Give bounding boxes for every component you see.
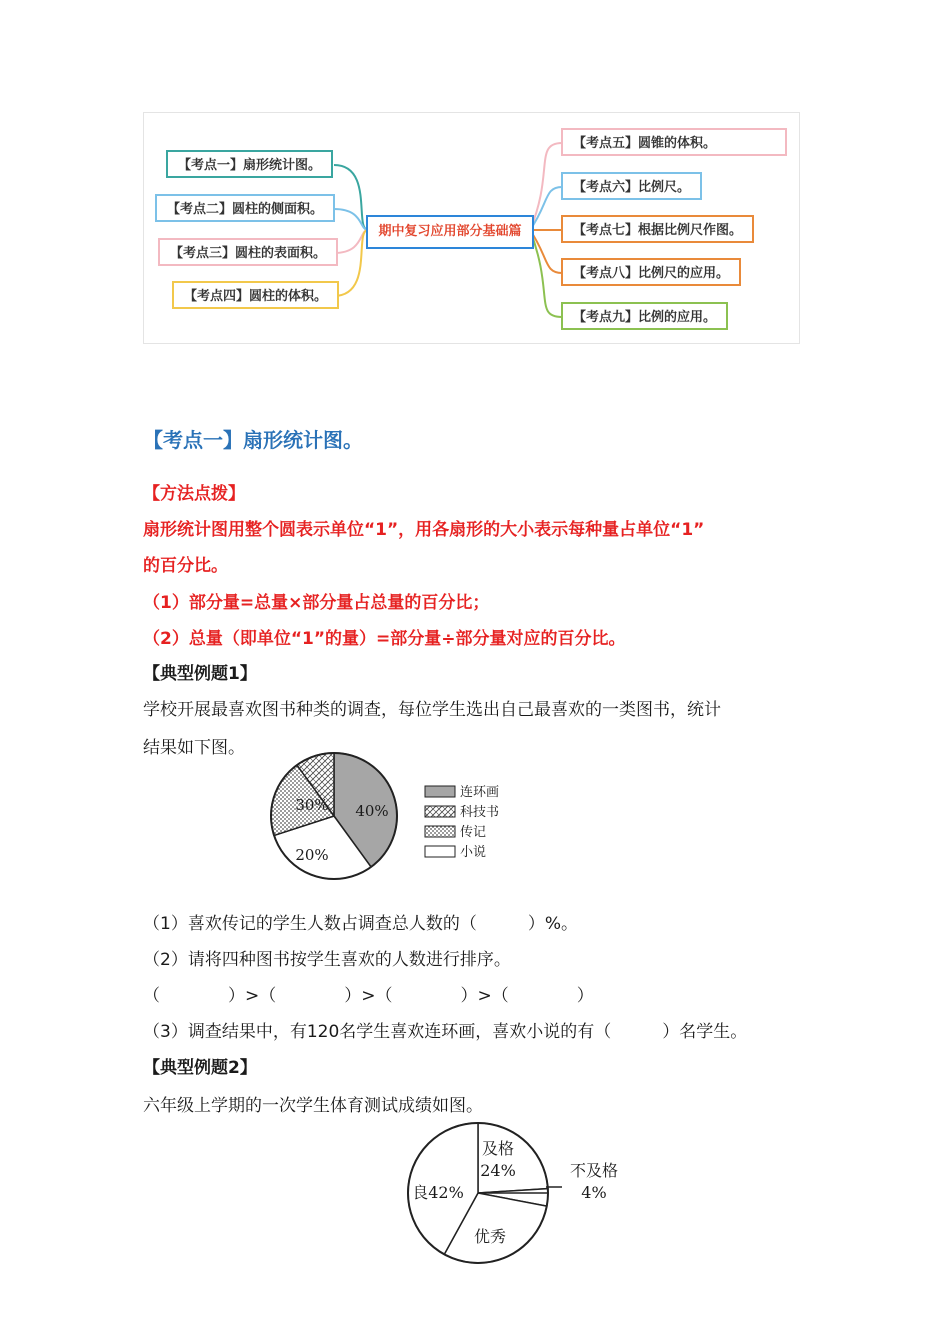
example1-question-2-blanks: （ ）>（ ）>（ ）>（ ）: [143, 986, 594, 1006]
pie2-label-good: 良42%: [412, 1183, 464, 1202]
method-title: 【方法点拨】: [143, 484, 245, 504]
mindmap-center-node: 期中复习应用部分基础篇: [366, 215, 534, 249]
legend-swatch-novel: [425, 846, 455, 857]
legend-swatch-comic: [425, 786, 455, 797]
pie2-label-pass-value: 24%: [480, 1161, 516, 1180]
mindmap-node-5: 【考点五】圆锥的体积。: [561, 128, 787, 156]
example2-title: 【典型例题2】: [143, 1058, 257, 1078]
mindmap-node-3: 【考点三】圆柱的表面积。: [158, 238, 338, 266]
legend-swatch-science: [425, 806, 455, 817]
mindmap-node-6: 【考点六】比例尺。: [561, 172, 702, 200]
method-line-2: 的百分比。: [143, 556, 228, 576]
example2-text: 六年级上学期的一次学生体育测试成绩如图。: [143, 1096, 483, 1116]
pie2-label-fail-name: 不及格: [569, 1161, 619, 1180]
legend-label-novel: 小说: [460, 845, 487, 860]
example1-question-1: （1）喜欢传记的学生人数占调查总人数的（ ）%。: [143, 914, 578, 934]
pie2-label-excellent: 优秀: [473, 1227, 507, 1246]
example1-text-line-2: 结果如下图。: [143, 738, 245, 758]
mindmap-node-9: 【考点九】比例的应用。: [561, 302, 728, 330]
pie2-slice-pass: [478, 1123, 548, 1193]
mindmap-node-1: 【考点一】扇形统计图。: [166, 150, 333, 178]
pie2-label-fail-value: 4%: [581, 1183, 607, 1202]
method-point-2: （2）总量（即单位“1”的量）=部分量÷部分量对应的百分比。: [143, 629, 626, 649]
section-title: 【考点一】扇形统计图。: [143, 428, 363, 452]
legend-label-science: 科技书: [460, 805, 500, 820]
mindmap-node-7: 【考点七】根据比例尺作图。: [561, 215, 754, 243]
legend-label-comic: 连环画: [460, 785, 500, 800]
legend-label-biography: 传记: [460, 825, 487, 840]
pie1-label-novel: 30%: [295, 796, 329, 814]
book-pie-chart: [262, 752, 522, 892]
method-point-1: （1）部分量=总量×部分量占总量的百分比；: [143, 593, 490, 613]
mindmap-node-8: 【考点八】比例尺的应用。: [561, 258, 741, 286]
example1-question-3: （3）调查结果中，有120名学生喜欢连环画，喜欢小说的有（ ）名学生。: [143, 1022, 748, 1042]
mindmap-node-4: 【考点四】圆柱的体积。: [172, 281, 339, 309]
legend-swatch-biography: [425, 826, 455, 837]
method-line-1: 扇形统计图用整个圆表示单位“1”，用各扇形的大小表示每种量占单位“1”: [143, 520, 705, 540]
mindmap-node-2: 【考点二】圆柱的侧面积。: [155, 194, 335, 222]
pie2-label-pass-name: 及格: [481, 1139, 515, 1158]
example1-text-line-1: 学校开展最喜欢图书种类的调查，每位学生选出自己最喜欢的一类图书，统计: [143, 700, 721, 720]
fitness-pie-chart: [400, 1118, 640, 1270]
pie1-label-comic: 40%: [355, 802, 389, 820]
example1-question-2: （2）请将四种图书按学生喜欢的人数进行排序。: [143, 950, 511, 970]
pie1-label-biography: 20%: [295, 846, 329, 864]
example1-title: 【典型例题1】: [143, 664, 257, 684]
